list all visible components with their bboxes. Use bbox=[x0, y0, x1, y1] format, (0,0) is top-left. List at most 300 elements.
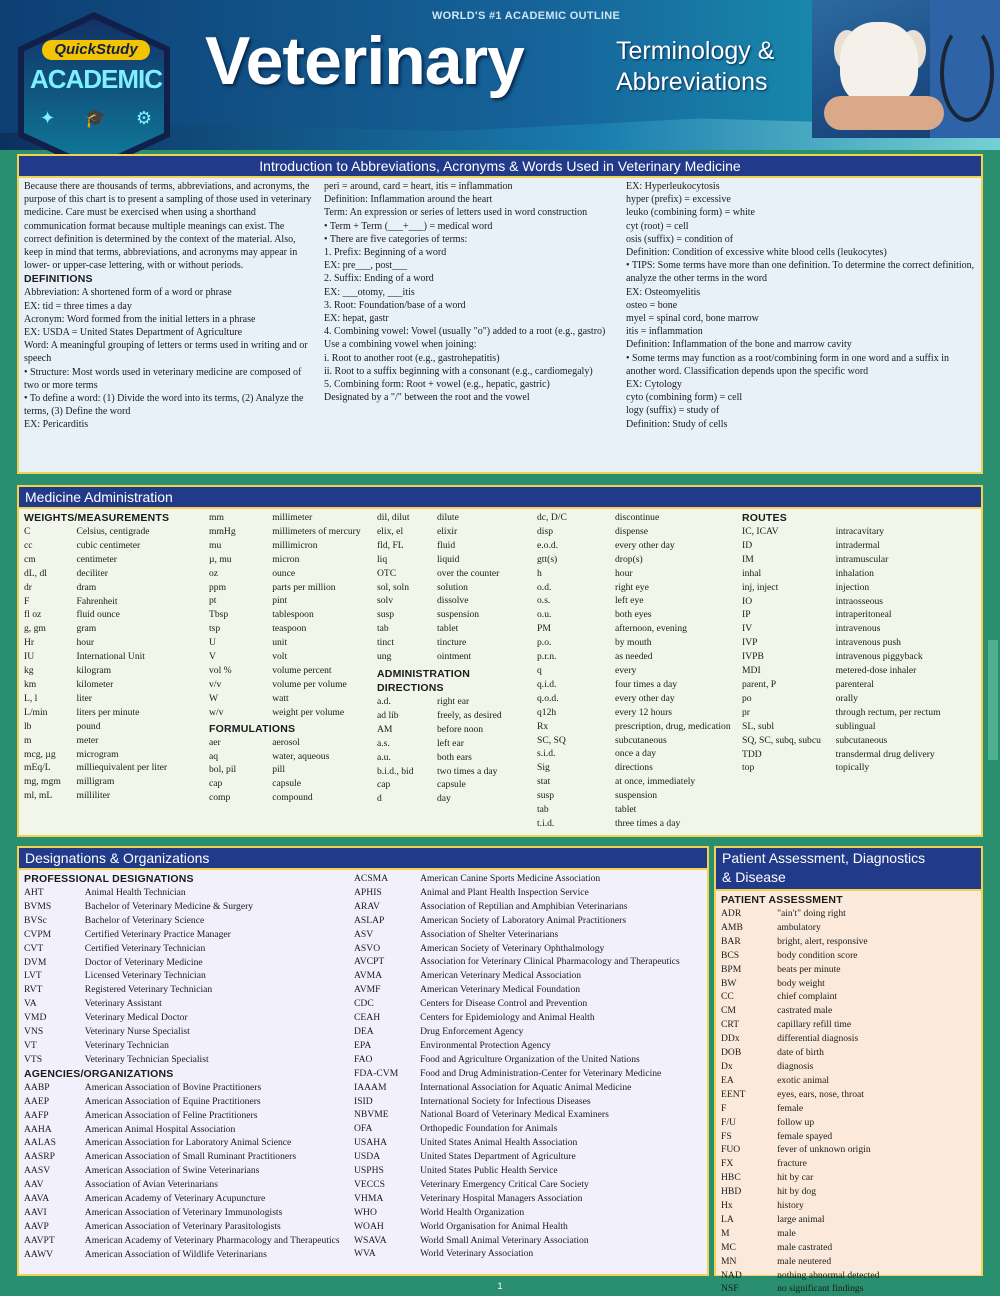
meaning-cell: pill bbox=[272, 764, 285, 776]
meaning-cell: large animal bbox=[777, 1213, 825, 1225]
intro-col-3 bbox=[621, 178, 981, 472]
meaning-cell: pint bbox=[272, 595, 288, 607]
meaning-cell: male neutered bbox=[777, 1255, 832, 1267]
table-row bbox=[537, 636, 732, 650]
table-row bbox=[354, 1039, 702, 1053]
meaning-cell: intradermal bbox=[835, 539, 880, 551]
table-row bbox=[24, 1234, 344, 1248]
page-subtitle bbox=[616, 36, 816, 98]
meaning-cell: female bbox=[777, 1102, 804, 1114]
meaning-cell: centimeter bbox=[76, 553, 117, 565]
meaning-cell: fluid bbox=[437, 539, 456, 551]
meaning-cell: millimeters of mercury bbox=[272, 525, 361, 537]
table-row bbox=[354, 1067, 702, 1081]
table-row bbox=[721, 1199, 976, 1213]
text-line: Because there are thousands of terms, abbreviations, and acronyms, the purpose of this chart is to present a sampling of those used in veterinary medicine. Care must be exercised when using a shorthand communication format because multiple meanings can exist. The correct definition is determined by the context of the material. Also, keep in mind that terms, abbreviations, and acronyms may appear in lower- or upper-case lettering, with or without periods. bbox=[24, 181, 312, 272]
meaning-cell: Animal Health Technician bbox=[84, 887, 186, 898]
admin-heading-1: ADMINISTRATION bbox=[377, 667, 471, 680]
meaning-cell: every 12 hours bbox=[615, 706, 673, 718]
table-row bbox=[721, 1269, 976, 1283]
text-line: Definition: Study of cells bbox=[626, 418, 728, 430]
table-row bbox=[209, 664, 367, 678]
table-row bbox=[742, 664, 976, 678]
text-line: Word: A meaningful grouping of letters or terms used in writing and or speech bbox=[24, 340, 308, 365]
meaning-cell: Environmental Protection Agency bbox=[420, 1039, 551, 1051]
table-row bbox=[721, 1004, 976, 1018]
table-row bbox=[354, 1122, 702, 1136]
meaning-cell: male bbox=[777, 1227, 796, 1239]
table-row bbox=[537, 511, 732, 525]
abbreviation-cell: Rx bbox=[537, 720, 549, 732]
abbreviation-cell: sol, soln bbox=[377, 581, 409, 593]
abbreviation-cell: susp bbox=[537, 790, 555, 802]
abbreviation-cell: FX bbox=[721, 1158, 734, 1170]
abbreviation-cell: AAEP bbox=[24, 1095, 50, 1107]
abbreviation-cell: liq bbox=[377, 553, 388, 565]
meaning-cell: fever of unknown origin bbox=[777, 1144, 871, 1156]
table-row bbox=[721, 1213, 976, 1227]
abbreviation-cell: po bbox=[742, 692, 752, 704]
abbreviation-cell: IAAAM bbox=[354, 1081, 387, 1093]
table-row bbox=[24, 1248, 344, 1262]
meaning-cell: diagnosis bbox=[777, 1060, 814, 1072]
table-row bbox=[209, 777, 367, 791]
abbreviation-cell: CRT bbox=[721, 1019, 740, 1031]
abbreviation-cell: p.o. bbox=[537, 637, 552, 649]
text-line: peri = around, card = heart, itis = inflammation bbox=[324, 181, 513, 192]
table-row bbox=[377, 650, 527, 664]
abbreviation-cell: VTS bbox=[24, 1053, 43, 1065]
meaning-cell: freely, as desired bbox=[437, 709, 502, 721]
abbreviation-cell: VECCS bbox=[354, 1178, 385, 1190]
table-row bbox=[537, 525, 732, 539]
admin-table bbox=[377, 695, 527, 806]
meaning-cell: bright, alert, responsive bbox=[777, 935, 868, 947]
abbreviation-cell: AABP bbox=[24, 1081, 50, 1093]
meaning-cell: World Health Organization bbox=[420, 1206, 525, 1218]
text-line: • Term + Term (___+___) = medical word bbox=[324, 220, 493, 232]
meaning-cell: hit by dog bbox=[777, 1186, 817, 1198]
meaning-cell: sublingual bbox=[835, 720, 876, 732]
table-row bbox=[742, 608, 976, 622]
meaning-cell: dispense bbox=[615, 525, 649, 537]
meaning-cell: as needed bbox=[615, 651, 653, 663]
meaning-cell: three times a day bbox=[615, 817, 681, 829]
medicine-panel bbox=[17, 485, 983, 837]
text-line: Definition: Inflammation of the bone and marrow cavity bbox=[626, 339, 852, 351]
table-row bbox=[377, 737, 527, 751]
meaning-cell: American Association of Equine Practitioners bbox=[84, 1095, 261, 1107]
table-row bbox=[209, 706, 367, 720]
text-line: • To define a word: (1) Divide the word into its terms, (2) Analyze the terms, (3) Define the word bbox=[24, 393, 304, 418]
abbreviation-cell: FUO bbox=[721, 1144, 741, 1156]
abbreviation-cell: VMD bbox=[24, 1012, 47, 1024]
meaning-cell: American Academy of Veterinary Pharmacology and Therapeutics bbox=[84, 1234, 340, 1246]
meaning-cell: liquid bbox=[437, 553, 460, 565]
meaning-cell: intravenous bbox=[835, 623, 881, 635]
meaning-cell: World Organisation for Animal Health bbox=[420, 1220, 568, 1232]
abbreviation-cell: IM bbox=[742, 553, 754, 565]
meaning-cell: American Academy of Veterinary Acupuncture bbox=[84, 1193, 266, 1205]
table-row bbox=[209, 511, 367, 525]
vet-with-puppy-photo bbox=[812, 0, 1000, 138]
table-row bbox=[721, 1116, 976, 1130]
meaning-cell: both eyes bbox=[615, 609, 652, 621]
table-row bbox=[721, 1074, 976, 1088]
meaning-cell: ambulatory bbox=[777, 921, 821, 933]
routes-col bbox=[737, 509, 981, 835]
meaning-cell: suspension bbox=[615, 790, 658, 802]
subtitle-line-2: Abbreviations bbox=[616, 68, 768, 96]
intro-col-1 bbox=[19, 178, 319, 472]
meaning-cell: United States Animal Health Association bbox=[420, 1137, 578, 1149]
table-row bbox=[24, 969, 344, 983]
meaning-cell: milliequivalent per liter bbox=[76, 762, 168, 774]
table-row bbox=[24, 775, 199, 789]
table-row bbox=[354, 1192, 702, 1206]
formulations-heading: FORMULATIONS bbox=[209, 722, 296, 735]
abbreviation-cell: FDA-CVM bbox=[354, 1067, 399, 1079]
abbreviation-cell: CC bbox=[721, 991, 734, 1003]
designations-col-1 bbox=[19, 870, 349, 1274]
meaning-cell: Food and Agriculture Organization of the United Nations bbox=[420, 1053, 640, 1065]
meaning-cell: American Association of Wildlife Veterinarians bbox=[84, 1248, 267, 1260]
table-row bbox=[537, 734, 732, 748]
text-line: Definition: Condition of excessive white blood cells (leukocytes) bbox=[626, 247, 887, 259]
abbreviation-cell: MDI bbox=[742, 665, 761, 677]
table-row bbox=[24, 1178, 344, 1192]
abbreviation-cell: SL, subl bbox=[742, 720, 774, 732]
intro-panel bbox=[17, 154, 983, 474]
table-row bbox=[354, 942, 702, 956]
table-row bbox=[24, 956, 344, 970]
abbreviation-cell: AALAS bbox=[24, 1137, 56, 1149]
table-row bbox=[537, 692, 732, 706]
text-line: 3. Root: Foundation/base of a word bbox=[324, 299, 466, 311]
table-row bbox=[24, 581, 199, 595]
meaning-cell: parenteral bbox=[835, 678, 874, 690]
abbreviation-cell: IO bbox=[742, 595, 753, 607]
table-row bbox=[209, 736, 367, 750]
meaning-cell: parts per million bbox=[272, 581, 336, 593]
table-row bbox=[742, 678, 976, 692]
meaning-cell: micron bbox=[272, 553, 300, 565]
table-row bbox=[537, 775, 732, 789]
meaning-cell: both ears bbox=[437, 751, 472, 763]
abbreviation-cell: e.o.d. bbox=[537, 539, 559, 551]
table-row bbox=[24, 1053, 344, 1067]
meaning-cell: American Association of Veterinary Immunologists bbox=[84, 1206, 283, 1218]
meaning-cell: differential diagnosis bbox=[777, 1033, 859, 1045]
abbreviation-cell: LA bbox=[721, 1213, 734, 1225]
meaning-cell: every other day bbox=[615, 692, 675, 704]
meaning-cell: Drug Enforcement Agency bbox=[420, 1025, 524, 1037]
table-row bbox=[537, 761, 732, 775]
meaning-cell: water, aqueous bbox=[272, 750, 330, 762]
table-row bbox=[721, 1241, 976, 1255]
meaning-cell: American Association for Laboratory Animal Science bbox=[84, 1137, 292, 1149]
abbreviation-cell: cap bbox=[377, 779, 391, 791]
meaning-cell: unit bbox=[272, 637, 288, 649]
meaning-cell: Doctor of Veterinary Medicine bbox=[84, 956, 203, 968]
admin-heading-2: DIRECTIONS bbox=[377, 681, 444, 694]
table-row bbox=[721, 1157, 976, 1171]
abbreviation-cell: g, gm bbox=[24, 623, 46, 635]
text-line: 4. Combining vowel: Vowel (usually "o") added to a root (e.g., gastro) bbox=[324, 326, 606, 338]
abbreviation-cell: a.s. bbox=[377, 737, 390, 749]
abbreviation-cell: d bbox=[377, 793, 382, 805]
table-row bbox=[377, 567, 527, 581]
abbreviation-cell: solv bbox=[377, 595, 393, 607]
meaning-cell: Association of Reptilian and Amphibian Veterinarians bbox=[420, 900, 628, 912]
abbreviation-cell: q.o.d. bbox=[537, 692, 559, 704]
meaning-cell: United States Department of Agriculture bbox=[420, 1151, 576, 1163]
table-row bbox=[354, 1178, 702, 1192]
table-row bbox=[24, 706, 199, 720]
abbreviation-cell: DOB bbox=[721, 1047, 742, 1059]
abbreviation-cell: fl oz bbox=[24, 609, 42, 621]
table-row bbox=[742, 581, 976, 595]
meaning-cell: tablet bbox=[615, 804, 637, 816]
abbreviation-cell: bol, pil bbox=[209, 764, 237, 776]
meaning-cell: subcutaneous bbox=[615, 734, 667, 746]
table-row bbox=[742, 761, 976, 775]
table-row bbox=[24, 692, 199, 706]
meaning-cell: dilute bbox=[437, 512, 459, 523]
designations-body bbox=[19, 870, 707, 1274]
table-row bbox=[377, 695, 527, 709]
abbreviation-cell: M bbox=[721, 1227, 730, 1239]
meaning-cell: intraperitoneal bbox=[835, 609, 892, 621]
abbreviation-cell: WSAVA bbox=[354, 1234, 387, 1246]
abbreviation-cell: F bbox=[721, 1102, 727, 1114]
meaning-cell: intramuscular bbox=[835, 553, 889, 565]
table-row bbox=[537, 817, 732, 831]
abbreviation-cell: mmHg bbox=[209, 525, 236, 537]
abbreviation-cell: ASVO bbox=[354, 942, 381, 954]
meaning-cell: Orthopedic Foundation for Animals bbox=[420, 1123, 558, 1135]
text-line: • TIPS: Some terms have more than one definition. To determine the correct definition, analyze the other terms in the word bbox=[626, 260, 975, 285]
abbreviation-cell: comp bbox=[209, 792, 231, 804]
abbreviation-cell: CVPM bbox=[24, 928, 52, 940]
meaning-cell: millimicron bbox=[272, 539, 318, 551]
table-row bbox=[354, 1081, 702, 1095]
table-row bbox=[721, 949, 976, 963]
meaning-cell: through rectum, per rectum bbox=[835, 706, 941, 718]
abbreviation-cell: tab bbox=[377, 623, 389, 635]
meaning-cell: directions bbox=[615, 762, 653, 774]
table-row bbox=[209, 581, 367, 595]
orgs2-table bbox=[354, 872, 702, 1261]
table-row bbox=[354, 1011, 702, 1025]
meaning-cell: Association for Veterinary Clinical Pharmacology and Therapeutics bbox=[420, 956, 680, 968]
abbreviation-cell: ppm bbox=[209, 581, 227, 593]
meaning-cell: capsule bbox=[272, 778, 301, 790]
abbreviation-cell: IU bbox=[24, 651, 35, 663]
graduation-cap-icon: 🎓 bbox=[84, 108, 107, 129]
meaning-cell: four times a day bbox=[615, 678, 678, 690]
table-row bbox=[209, 608, 367, 622]
table-row bbox=[24, 664, 199, 678]
abbreviation-cell: L/min bbox=[24, 706, 48, 718]
meaning-cell: history bbox=[777, 1200, 804, 1212]
meaning-cell: volt bbox=[272, 651, 288, 663]
abbreviation-cell: s.i.d. bbox=[537, 748, 556, 760]
table-row bbox=[377, 778, 527, 792]
text-line: EX: Osteomyelitis bbox=[626, 286, 701, 298]
table-row bbox=[24, 734, 199, 748]
abbreviation-cell: susp bbox=[377, 609, 395, 621]
lightbulb-icon: ✦ bbox=[40, 108, 56, 129]
abbreviation-cell: ACSMA bbox=[354, 873, 389, 884]
abbreviation-cell: v/v bbox=[209, 678, 222, 690]
meaning-cell: fluid ounce bbox=[76, 609, 120, 621]
prof-heading: PROFESSIONAL DESIGNATIONS bbox=[24, 873, 194, 885]
table-row bbox=[721, 1282, 976, 1296]
meaning-cell: Veterinary Technician Specialist bbox=[84, 1053, 209, 1065]
table-row bbox=[377, 723, 527, 737]
meaning-cell: body weight bbox=[777, 977, 825, 989]
table-row bbox=[721, 1102, 976, 1116]
page-title: Veterinary bbox=[205, 23, 524, 99]
abbreviation-cell: APHIS bbox=[354, 886, 382, 898]
table-row bbox=[209, 692, 367, 706]
table-row bbox=[354, 1150, 702, 1164]
abbreviation-cell: MC bbox=[721, 1241, 736, 1253]
meaning-cell: topically bbox=[835, 762, 870, 774]
text-line: Term: An expression or series of letters used in word construction bbox=[324, 207, 588, 219]
meaning-cell: capillary refill time bbox=[777, 1019, 852, 1031]
meaning-cell: tablespoon bbox=[272, 609, 314, 621]
abbreviation-cell: elix, el bbox=[377, 525, 404, 537]
table-row bbox=[24, 622, 199, 636]
meaning-cell: hit by car bbox=[777, 1172, 814, 1184]
abbreviation-cell: IVPB bbox=[742, 651, 764, 663]
meaning-cell: chief complaint bbox=[777, 991, 838, 1003]
meaning-cell: International Association for Aquatic Animal Medicine bbox=[420, 1081, 632, 1093]
abbreviation-cell: C bbox=[24, 526, 31, 537]
abbreviation-cell: Tbsp bbox=[209, 609, 229, 621]
text-line: Abbreviation: A shortened form of a word or phrase bbox=[24, 287, 232, 299]
meaning-cell: drop(s) bbox=[615, 553, 643, 565]
table-row bbox=[209, 650, 367, 664]
abbreviation-cell: AAWV bbox=[24, 1248, 54, 1260]
abbreviation-cell: q.i.d. bbox=[537, 678, 557, 690]
abbreviation-cell: VHMA bbox=[354, 1192, 384, 1204]
table-row bbox=[24, 553, 199, 567]
meaning-cell: intracavitary bbox=[835, 526, 885, 537]
table-row bbox=[24, 1025, 344, 1039]
abbreviation-cell: HBC bbox=[721, 1172, 741, 1184]
meaning-cell: nothing abnormal detected bbox=[777, 1269, 880, 1281]
abbreviation-cell: CVT bbox=[24, 942, 44, 954]
table-row bbox=[24, 761, 199, 775]
table-row bbox=[742, 692, 976, 706]
table-row bbox=[24, 997, 344, 1011]
meaning-cell: by mouth bbox=[615, 637, 652, 649]
meaning-cell: United States Public Health Service bbox=[420, 1165, 558, 1177]
table-row bbox=[721, 1088, 976, 1102]
abbreviation-cell: AAV bbox=[24, 1179, 44, 1191]
abbreviation-cell: AM bbox=[377, 723, 393, 735]
table-row bbox=[24, 1206, 344, 1220]
abbreviation-cell: NAD bbox=[721, 1269, 742, 1281]
abbreviation-cell: ADR bbox=[721, 908, 742, 919]
abbreviation-cell: dc, D/C bbox=[537, 512, 567, 523]
table-row bbox=[24, 900, 344, 914]
abbreviation-cell: USPHS bbox=[354, 1165, 384, 1177]
text-line: logy (suffix) = study of bbox=[626, 405, 720, 417]
abbreviation-cell: SC, SQ bbox=[537, 734, 566, 746]
table-row bbox=[721, 1060, 976, 1074]
table-row bbox=[721, 990, 976, 1004]
abbreviation-cell: WOAH bbox=[354, 1220, 384, 1232]
meaning-cell: follow up bbox=[777, 1116, 815, 1128]
abbreviation-cell: DVM bbox=[24, 956, 47, 968]
table-row bbox=[354, 872, 702, 886]
meaning-cell: body condition score bbox=[777, 949, 858, 961]
meaning-cell: Certified Veterinary Practice Manager bbox=[84, 928, 231, 940]
abbreviation-cell: OTC bbox=[377, 567, 397, 579]
table-row bbox=[354, 1234, 702, 1248]
table-row bbox=[24, 1095, 344, 1109]
meaning-cell: injection bbox=[835, 581, 870, 593]
table-row bbox=[209, 678, 367, 692]
meaning-cell: Veterinary Hospital Managers Association bbox=[420, 1192, 583, 1204]
text-line: myel = spinal cord, bone marrow bbox=[626, 313, 759, 325]
table-row bbox=[742, 748, 976, 762]
table-row bbox=[24, 567, 199, 581]
abbreviation-cell: ASLAP bbox=[354, 914, 385, 926]
meaning-cell: Bachelor of Veterinary Medicine & Surgery bbox=[84, 900, 254, 912]
abbreviation-cell: SQ, SC, subq, subcu bbox=[742, 734, 821, 746]
meaning-cell: watt bbox=[272, 692, 289, 704]
meaning-cell: American Veterinary Medical Association bbox=[420, 970, 582, 982]
table-row bbox=[24, 942, 344, 956]
text-line: EX: USDA = United States Department of Agriculture bbox=[24, 327, 243, 339]
text-line: leuko (combining form) = white bbox=[626, 207, 755, 219]
abbreviation-cell: lb bbox=[24, 720, 32, 732]
stethoscope-icon bbox=[940, 24, 994, 122]
meaning-cell: Bachelor of Veterinary Science bbox=[84, 914, 205, 926]
abbreviation-cell: AAVI bbox=[24, 1206, 47, 1218]
text-line: • Some terms may function as a root/combining form in one word and a suffix in another word. Classification depends upon the specific word bbox=[626, 352, 949, 377]
abbreviation-cell: IVP bbox=[742, 637, 758, 649]
abbreviation-cell: AAFP bbox=[24, 1109, 49, 1121]
meaning-cell: male castrated bbox=[777, 1241, 833, 1253]
table-row bbox=[377, 636, 527, 650]
abbreviation-cell: mg, mgm bbox=[24, 776, 61, 788]
meaning-cell: beats per minute bbox=[777, 963, 841, 975]
abbreviation-cell: DEA bbox=[354, 1025, 374, 1037]
section-subheading: DEFINITIONS bbox=[24, 273, 93, 286]
abbreviation-cell: µ, mu bbox=[209, 553, 232, 565]
abbreviation-cell: Hr bbox=[24, 637, 35, 649]
table-row bbox=[24, 1136, 344, 1150]
table-row bbox=[354, 1164, 702, 1178]
text-line: 1. Prefix: Beginning of a word bbox=[324, 247, 447, 259]
table-row bbox=[377, 608, 527, 622]
abbreviation-cell: TDD bbox=[742, 748, 762, 760]
meaning-cell: International Unit bbox=[76, 651, 145, 663]
text-line: 2. Suffix: Ending of a word bbox=[324, 273, 434, 285]
meaning-cell: Food and Drug Administration-Center for Veterinary Medicine bbox=[420, 1067, 662, 1079]
meaning-cell: tablet bbox=[437, 623, 459, 635]
abbreviation-cell: EPA bbox=[354, 1039, 372, 1051]
table-row bbox=[209, 594, 367, 608]
table-row bbox=[537, 608, 732, 622]
meaning-cell: compound bbox=[272, 792, 313, 804]
